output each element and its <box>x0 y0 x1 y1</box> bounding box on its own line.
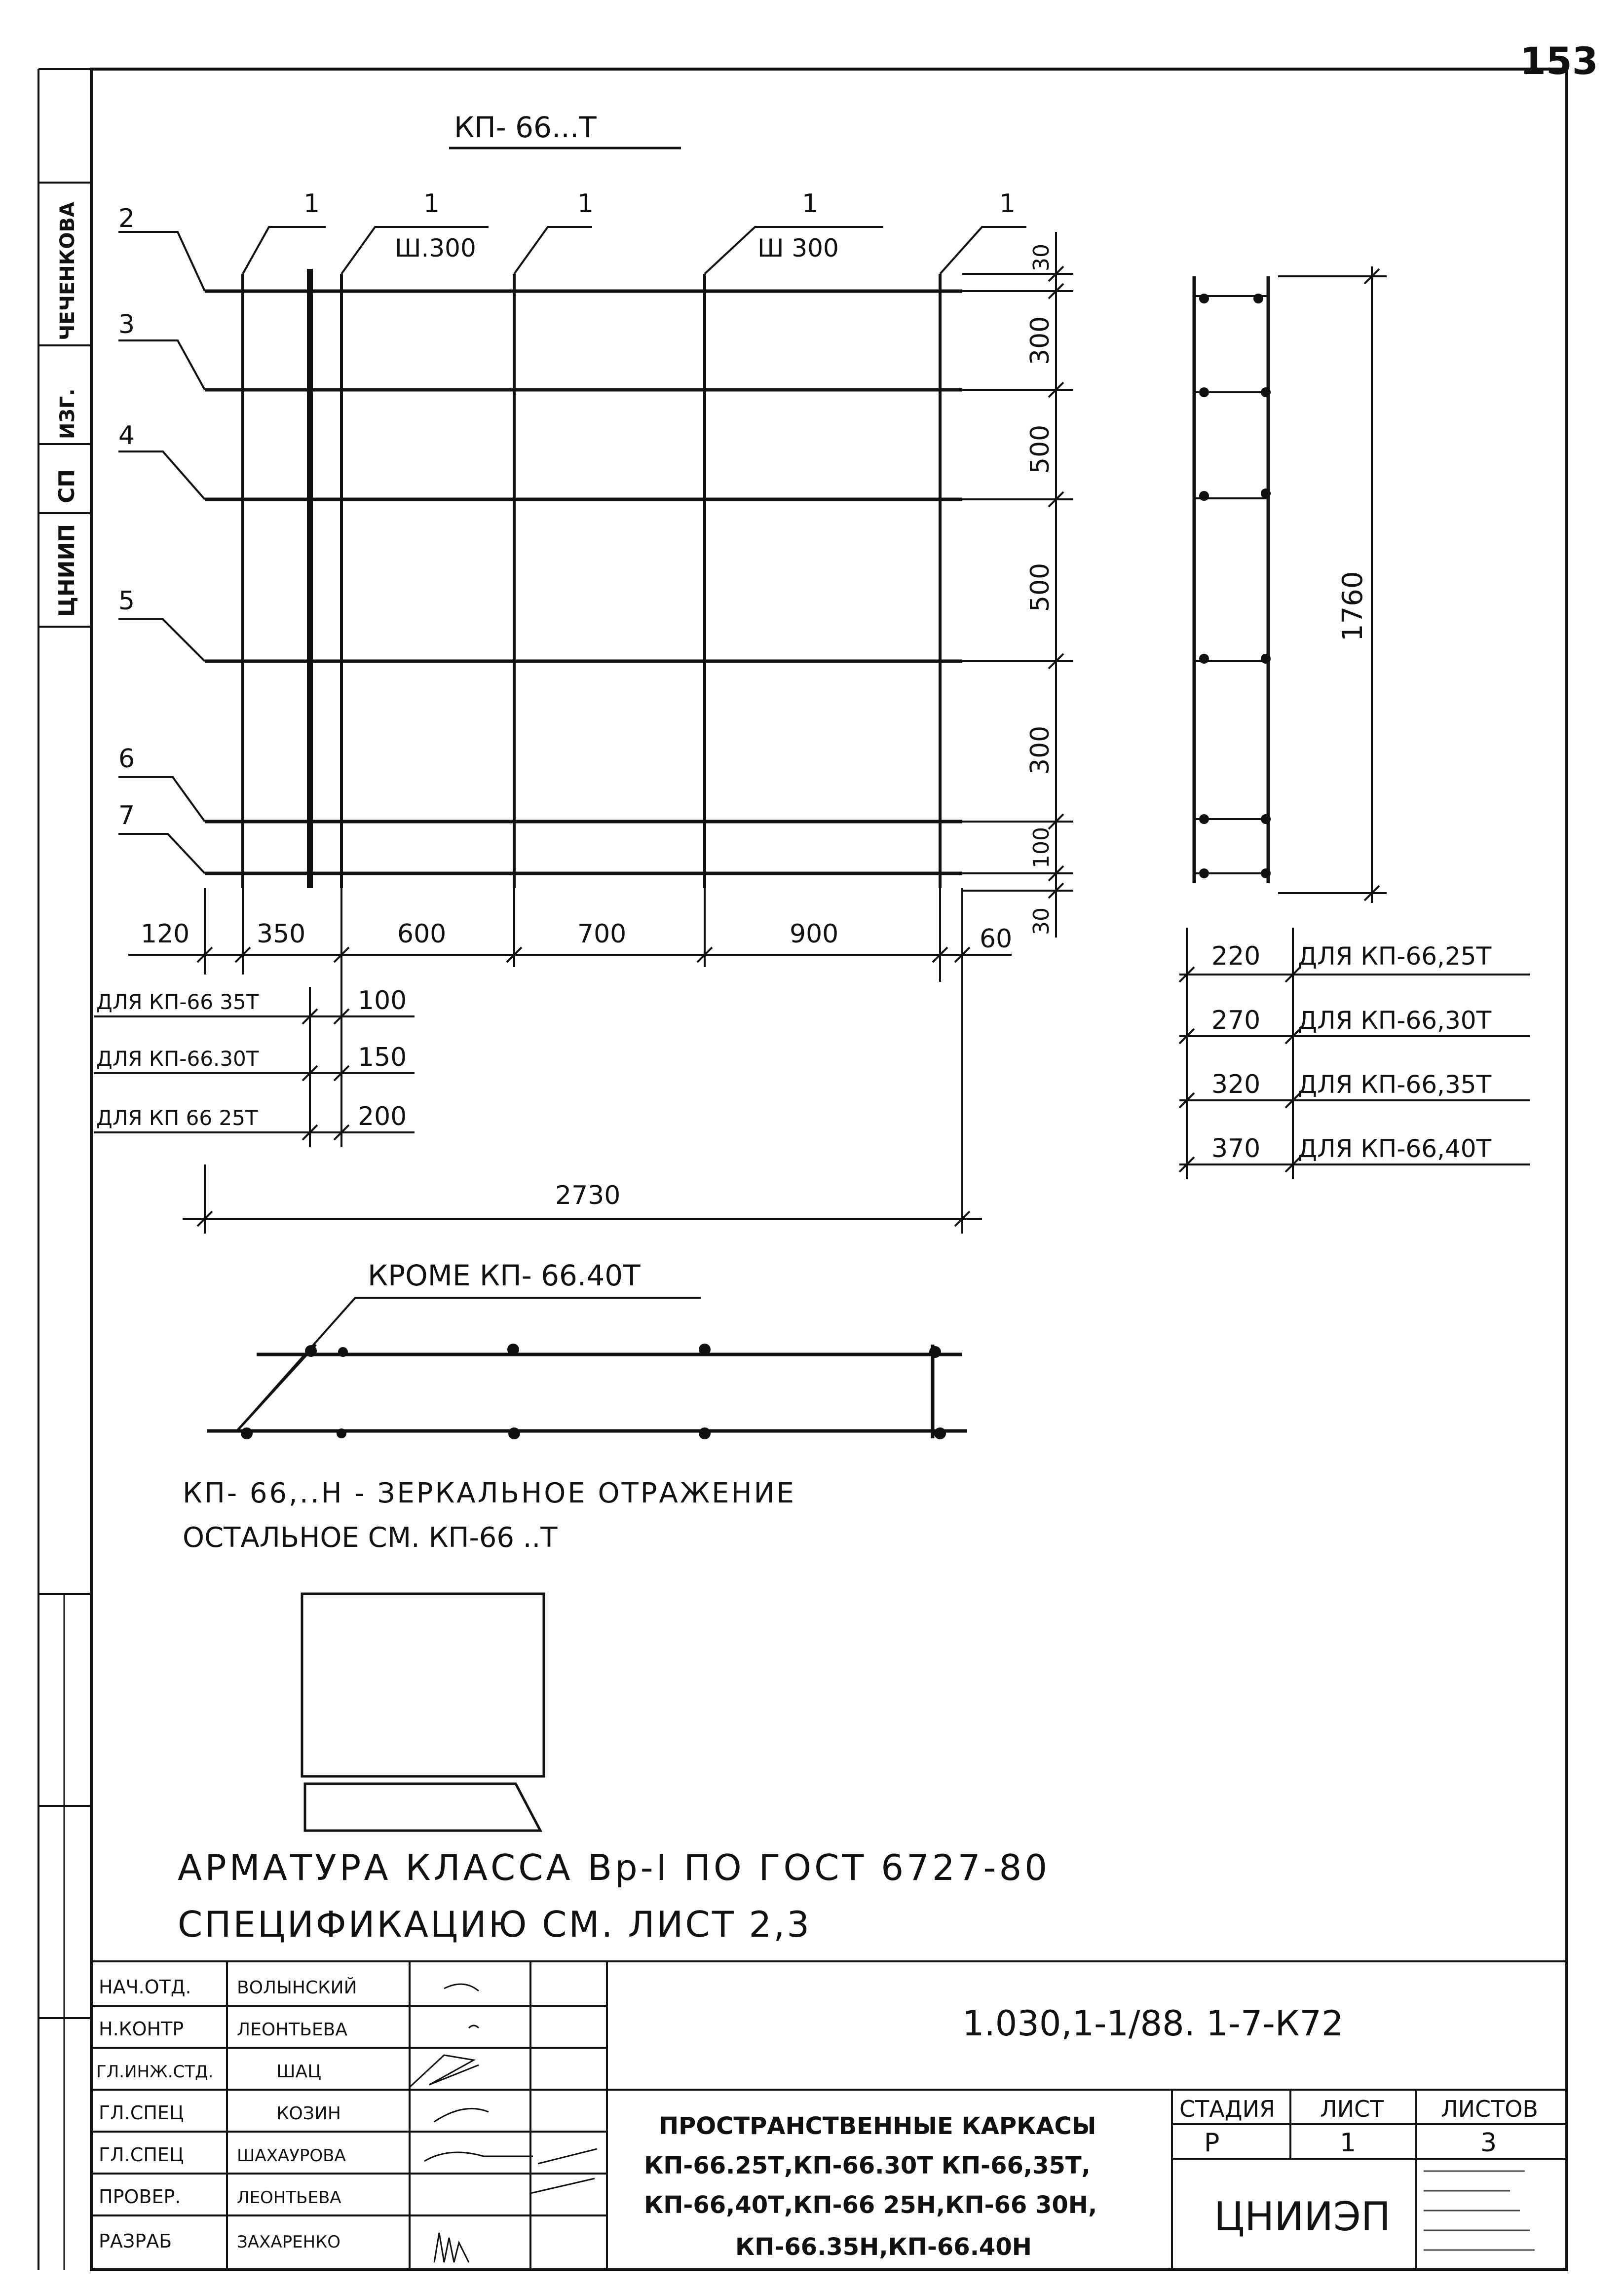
role-name: ВОЛЫНСКИЙ <box>237 1978 357 1998</box>
document-code: 1.030,1-1/88. 1-7-К72 <box>962 2003 1344 2044</box>
rod-label: 1 <box>423 189 440 219</box>
sheets-header: ЛИСТОВ <box>1441 2096 1538 2122</box>
horizontal-dim: 120 <box>141 919 190 949</box>
organization-name: ЦНИИЭП <box>1214 2194 1391 2240</box>
stage-value: Р <box>1204 2128 1220 2158</box>
role-name: ЗАХАРЕНКО <box>237 2232 341 2252</box>
role-label: ГЛ.СПЕЦ <box>99 2102 184 2124</box>
vertical-dim: 500 <box>1025 424 1055 474</box>
width-value: 320 <box>1211 1070 1261 1099</box>
horizontal-dim: 60 <box>980 924 1013 954</box>
vertical-dim: 300 <box>1025 316 1055 365</box>
stamp-text: СП <box>54 469 79 503</box>
rod-label: 1 <box>999 189 1016 219</box>
vertical-dim: 30 <box>1029 907 1054 935</box>
main-view <box>94 111 1073 1234</box>
vertical-dim-chain <box>962 232 1073 938</box>
side-view <box>1179 266 1530 1179</box>
mirror-note-line2: ОСТАЛЬНОЕ СМ. КП-66 ..Т <box>183 1522 558 1554</box>
width-value: 270 <box>1211 1006 1261 1035</box>
rod-label: 1 <box>577 189 594 219</box>
variant-label: ДЛЯ КП-66 35Т <box>96 990 259 1014</box>
role-name: КОЗИН <box>276 2103 341 2124</box>
pitch-note: Ш 300 <box>757 234 839 263</box>
width-value: 370 <box>1211 1134 1261 1163</box>
vertical-dim: 300 <box>1025 725 1055 775</box>
role-label: НАЧ.ОТД. <box>99 1976 191 1998</box>
horizontal-dim: 900 <box>790 919 839 949</box>
page-number: 153 <box>1520 39 1598 83</box>
title-block <box>91 1961 1567 2270</box>
role-label: РАЗРАБ <box>99 2230 172 2252</box>
role-label: ГЛ.СПЕЦ <box>99 2144 184 2166</box>
bar-label: 3 <box>118 310 135 339</box>
schematic-parallelogram <box>305 1784 540 1831</box>
title-line: КП-66,40Т,КП-66 25Н,КП-66 30Н, <box>644 2191 1097 2219</box>
bar-label: 2 <box>118 204 135 233</box>
vertical-dim: 30 <box>1029 244 1054 271</box>
plan-view-dots <box>241 1344 946 1439</box>
except-note: КРОМЕ КП- 66.40Т <box>368 1259 641 1292</box>
role-label: ПРОВЕР. <box>99 2186 181 2208</box>
role-label: Н.КОНТР <box>99 2018 184 2040</box>
role-label: ГЛ.ИНЖ.СТД. <box>96 2062 214 2082</box>
plan-view <box>207 1259 967 1439</box>
pitch-note: Ш.300 <box>395 234 476 263</box>
variant-label: ДЛЯ КП 66 25Т <box>96 1106 258 1130</box>
width-label: ДЛЯ КП-66,25Т <box>1298 942 1492 971</box>
bar-label: 6 <box>118 744 135 774</box>
organization-fine-print <box>1424 2171 1535 2250</box>
cross-rods <box>243 269 940 888</box>
width-label: ДЛЯ КП-66,40Т <box>1298 1134 1492 1163</box>
variant-value: 100 <box>358 986 407 1015</box>
width-label: ДЛЯ КП-66,35Т <box>1298 1070 1492 1099</box>
bar-label: 5 <box>118 586 135 616</box>
sheet-value: 1 <box>1340 2128 1357 2158</box>
schematic-box <box>302 1594 544 1776</box>
sheet-header: ЛИСТ <box>1320 2096 1384 2122</box>
vertical-dim: 100 <box>1029 827 1054 868</box>
stamp-text: ИЗГ. <box>56 388 79 439</box>
width-value: 220 <box>1211 941 1261 971</box>
mirror-note-line1: КП- 66,..Н - ЗЕРКАЛЬНОЕ ОТРАЖЕНИЕ <box>183 1477 796 1509</box>
role-name: ЛЕОНТЬЕВА <box>237 2020 347 2040</box>
height-dim: 1760 <box>1337 571 1369 641</box>
horizontal-dim: 350 <box>257 919 306 949</box>
spec-reference-note: СПЕЦИФИКАЦИЮ СМ. ЛИСТ 2,3 <box>178 1904 812 1945</box>
rebar-class-note: АРМАТУРА КЛАССА Вр-I ПО ГОСТ 6727-80 <box>178 1847 1051 1888</box>
role-name: ЛЕОНТЬЕВА <box>237 2188 341 2208</box>
bar-label: 7 <box>118 801 135 830</box>
variant-value: 150 <box>358 1043 407 1072</box>
main-view-title: КП- 66...Т <box>454 111 597 144</box>
vertical-dim: 500 <box>1025 563 1055 612</box>
rod-label: 1 <box>303 189 320 219</box>
rod-leaders <box>243 227 1026 274</box>
role-name: ШАЦ <box>276 2062 322 2082</box>
sheets-value: 3 <box>1480 2128 1497 2158</box>
title-line: ПРОСТРАНСТВЕННЫЕ КАРКАСЫ <box>659 2112 1096 2140</box>
variant-value: 200 <box>358 1102 407 1131</box>
horizontal-dim: 600 <box>397 919 447 949</box>
side-view-bar-dots <box>1199 294 1271 878</box>
horizontal-dim: 700 <box>577 919 627 949</box>
width-label: ДЛЯ КП-66,30Т <box>1298 1006 1492 1035</box>
total-length: 2730 <box>555 1181 621 1210</box>
signatures <box>410 1984 597 2262</box>
stamp-text: ЧЕЧЕНКОВА <box>56 202 79 340</box>
longitudinal-bars <box>205 291 962 873</box>
title-line: КП-66.35Н,КП-66.40Н <box>735 2233 1032 2261</box>
rod-label: 1 <box>802 189 819 219</box>
role-name: ШАХАУРОВА <box>237 2146 346 2166</box>
left-margin-stamps <box>38 183 91 2270</box>
title-line: КП-66.25Т,КП-66.30Т КП-66,35Т, <box>644 2152 1091 2179</box>
bar-label: 4 <box>118 421 135 450</box>
variant-label: ДЛЯ КП-66.30Т <box>96 1047 259 1071</box>
stamp-text: ЦНИИП <box>54 524 79 617</box>
stage-header: СТАДИЯ <box>1179 2096 1275 2122</box>
